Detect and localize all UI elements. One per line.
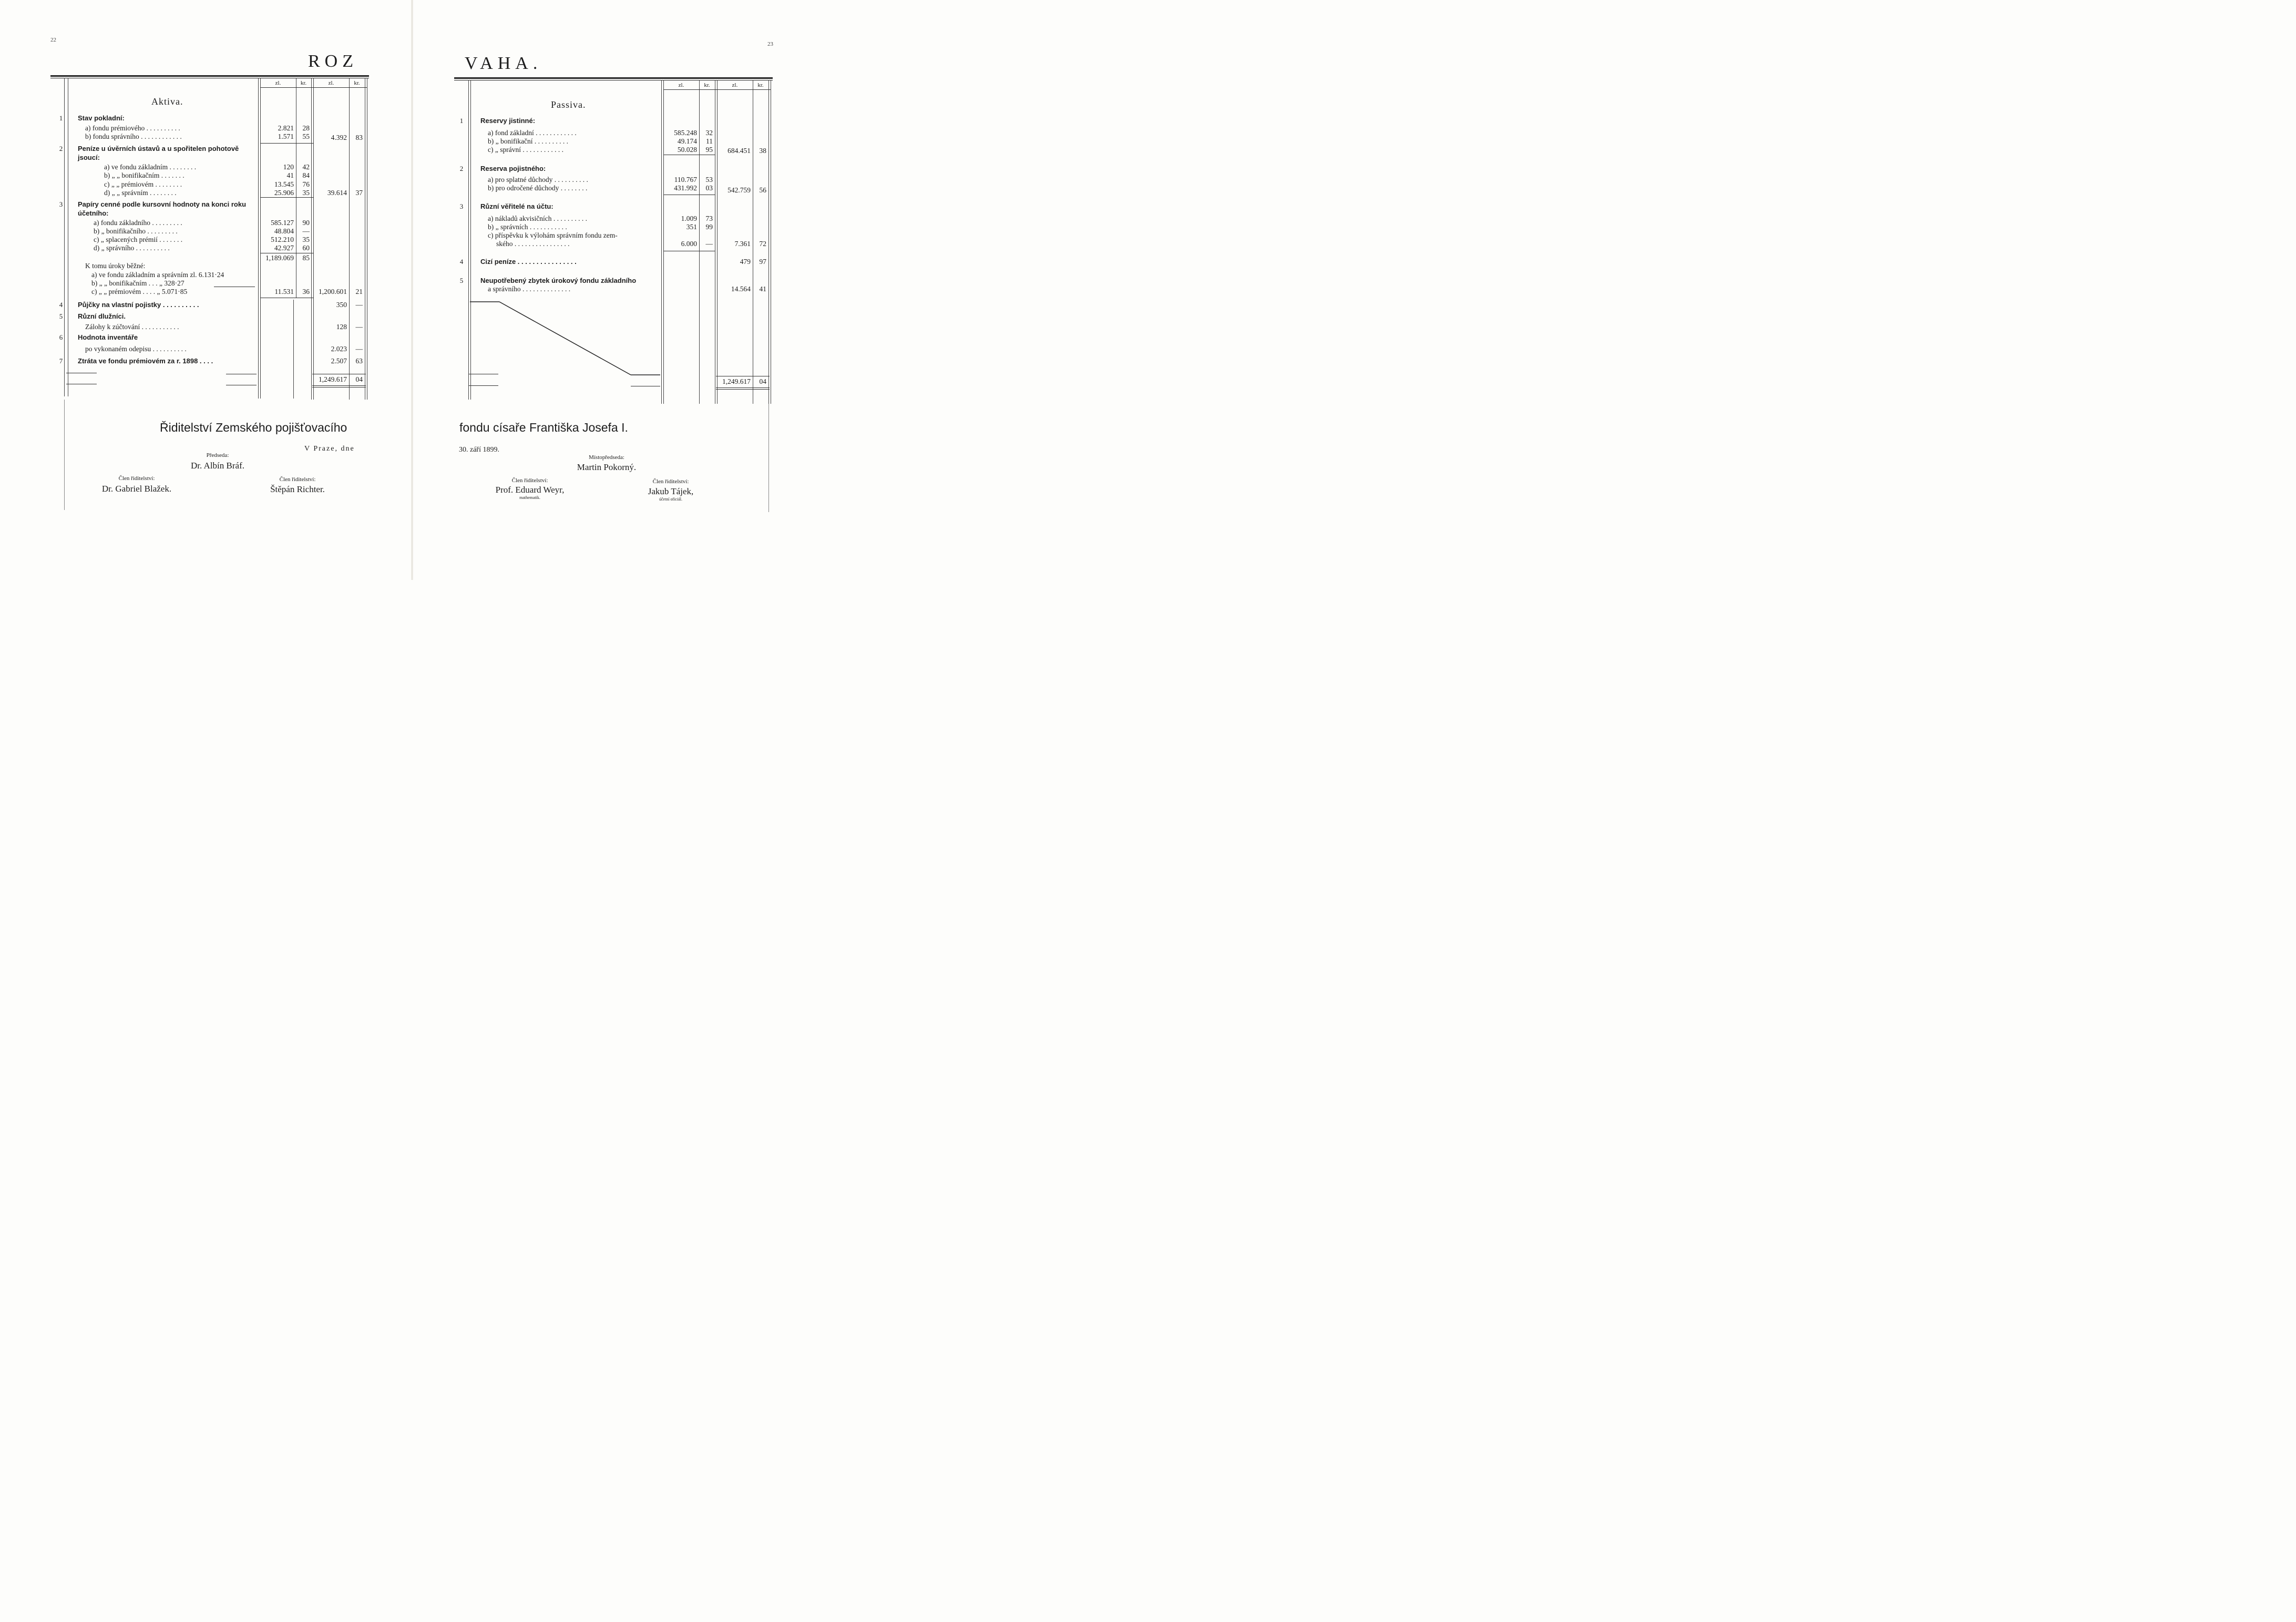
amount-kr-inner: 32 (705, 129, 713, 137)
row-label: b) pro odročené důchody . . . . . . . . (488, 184, 588, 192)
amount-kr-outer: 41 (759, 285, 766, 293)
row-label: b) „ „ bonifikačním . . . . . . . (104, 171, 184, 179)
amount-zl-outer: 1,200.601 (319, 288, 347, 295)
amount-kr-outer: 97 (759, 258, 766, 266)
amount-zl-outer: 684.451 (727, 147, 751, 155)
col-header-zl: zl. (275, 80, 281, 86)
amount-kr-inner: 73 (705, 215, 713, 222)
cancel-line (469, 300, 663, 389)
row-label: a správního . . . . . . . . . . . . . . (488, 285, 571, 293)
amount-zl-inner: 431.992 (674, 184, 697, 192)
row-heading: Cizí peníze . . . . . . . . . . . . . . . . (480, 258, 577, 266)
member1-note-right: mathematik. (519, 495, 540, 500)
total-kr-right: 04 (759, 378, 766, 385)
amount-kr-inner: 84 (302, 171, 310, 179)
row-index: 6 (59, 333, 63, 341)
row-label: c) „ splacených prémií . . . . . . . (94, 236, 183, 243)
member2-name-left: Štěpán Richter. (270, 484, 325, 494)
amount-kr-inner: 95 (705, 146, 713, 154)
total-rule (312, 385, 366, 386)
row-index: 5 (59, 312, 63, 320)
row-index: 1 (59, 114, 63, 122)
row-label: a) ve fondu základním . . . . . . . . (104, 163, 197, 171)
amount-zl-outer: 4.392 (331, 134, 347, 141)
row-index: 4 (59, 301, 63, 309)
row-label: d) „ „ správním . . . . . . . . (104, 189, 177, 197)
row-index: 1 (459, 117, 464, 125)
amount-zl-inner: 11.531 (274, 288, 294, 295)
header-rule (260, 87, 367, 88)
vline (293, 300, 294, 399)
footer-title-right: fondu císaře Františka Josefa I. (459, 421, 628, 434)
row-index: 7 (59, 357, 63, 365)
total-zl-right: 1,249.617 (722, 378, 751, 385)
amount-kr-inner: 90 (302, 219, 310, 227)
amount-kr-outer: 37 (355, 189, 363, 197)
amount-kr-inner: 55 (302, 132, 310, 140)
row-heading: Reservy jistinné: (480, 117, 536, 125)
amount-zl-inner: 1.571 (278, 132, 294, 140)
vice-name: Martin Pokorný. (577, 462, 637, 472)
amount-kr-inner: 42 (302, 163, 310, 171)
member2-role-right: Člen řiditelství: (652, 478, 689, 485)
member2-name-right: Jakub Tájek, (648, 486, 694, 496)
chair-name: Dr. Albín Bráf. (191, 461, 244, 471)
row-index: 3 (459, 202, 464, 210)
header-rule (663, 89, 771, 90)
amount-zl-inner: 110.767 (674, 176, 697, 183)
row-heading: Různí dlužníci. (78, 312, 126, 320)
amount-zl-outer: 14.564 (731, 285, 751, 293)
row-heading: Neupotřebený zbytek úrokový fondu základního (480, 277, 637, 284)
row-label: K tomu úroky běžné: (85, 262, 146, 270)
amount-zl-inner: 41 (286, 171, 294, 179)
amount-kr-inner: 11 (706, 137, 713, 145)
subtotal-rule (260, 143, 313, 144)
page-number-left: 22 (50, 37, 56, 43)
row-heading: Stav pokladní: (78, 114, 125, 122)
total-rule (716, 389, 770, 390)
vline (768, 80, 769, 404)
amount-kr-outer: 72 (759, 240, 766, 248)
row-label: b) fondu správního . . . . . . . . . . . . (85, 132, 182, 140)
amount-kr-inner: 35 (302, 236, 310, 243)
amount-zl-outer: 479 (740, 258, 751, 266)
amount-kr-inner: 03 (705, 184, 713, 192)
top-rule-right (454, 77, 773, 79)
row-label: b) „ bonifikačního . . . . . . . . . (94, 227, 178, 235)
amount-zl-inner: 13.545 (274, 180, 294, 188)
amount-zl-inner: 50.028 (677, 146, 697, 154)
footer-title-left: Řiditelství Zemského pojišťovacího (160, 421, 347, 434)
col-header-kr: kr. (757, 82, 764, 88)
amount-kr-outer: — (355, 345, 363, 353)
amount-kr-inner: 60 (302, 244, 310, 252)
row-heading: Různí věřitelé na účtu: (480, 202, 554, 210)
row-index: 2 (59, 145, 63, 152)
amount-zl-inner: 120 (283, 163, 294, 171)
top-rule-left (50, 75, 369, 77)
vline (258, 78, 259, 399)
member2-note-right: účetní oficiál. (659, 497, 682, 502)
amount-zl-inner: 585.127 (271, 219, 294, 227)
member1-name-left: Dr. Gabriel Blažek. (101, 484, 172, 494)
row-index: 3 (59, 200, 63, 208)
row-heading: jsoucí: (78, 154, 100, 161)
book-spine (411, 0, 413, 580)
place-date: V Praze, dne (304, 445, 355, 453)
row-label: a) fond základní . . . . . . . . . . . . (488, 129, 577, 137)
vice-role: Místopředseda: (589, 454, 624, 461)
margin-line (64, 400, 65, 510)
row-index: 5 (459, 277, 464, 284)
closing-rule (469, 385, 498, 386)
amount-zl-outer: 39.614 (327, 189, 347, 197)
total-zl-left: 1,249.617 (319, 375, 347, 383)
col-header-kr: kr. (704, 82, 710, 88)
row-label: ského . . . . . . . . . . . . . . . . (496, 240, 570, 248)
col-header-zl: zl. (678, 82, 684, 88)
row-heading: Peníze u úvěrních ústavů a u spořitelen pohotově (78, 145, 239, 152)
row-label: d) „ správního . . . . . . . . . . (94, 244, 170, 252)
total-rule (716, 387, 770, 388)
col-header-kr: kr. (300, 80, 307, 86)
title-right: VAHA. (465, 54, 542, 73)
amount-zl-outer: 2.023 (331, 345, 347, 353)
amount-zl-inner: 49.174 (677, 137, 697, 145)
row-label: a) fondu základního . . . . . . . . . (94, 219, 182, 227)
amount-zl-inner: 512.210 (271, 236, 294, 243)
row-label: po vykonaném odepisu . . . . . . . . . . (85, 345, 187, 353)
row-heading: Hodnota inventáře (78, 333, 138, 341)
row-label: a) ve fondu základním a správním zl. 6.131·24 (91, 271, 224, 279)
col-header-kr: kr. (354, 80, 360, 86)
row-label: a) nákladů akvisičních . . . . . . . . . . (488, 215, 587, 222)
amount-zl-outer: 128 (336, 323, 347, 331)
amount-zl-outer: 350 (336, 301, 347, 309)
row-index: 4 (459, 258, 464, 266)
amount-kr-inner: 76 (302, 180, 310, 188)
amount-kr-inner: 85 (302, 254, 310, 262)
amount-zl-inner: 6.000 (681, 240, 697, 248)
amount-kr-inner: 36 (302, 288, 310, 295)
amount-kr-inner: 53 (705, 176, 713, 183)
amount-zl-inner: 585.248 (674, 129, 697, 137)
section-aktiva: Aktiva. (151, 96, 183, 107)
date: 30. září 1899. (459, 446, 499, 454)
amount-zl-outer: 2.507 (331, 357, 347, 365)
amount-zl-inner: 25.906 (274, 189, 294, 197)
title-left: ROZ (308, 52, 358, 71)
col-header-zl: zl. (732, 82, 738, 88)
page-number-right: 23 (767, 41, 773, 47)
row-label: c) příspěvku k výlohám správním fondu zem- (488, 231, 618, 239)
amount-zl-inner: 48.804 (274, 227, 294, 235)
row-label: Zálohy k zúčtování . . . . . . . . . . . (85, 323, 179, 331)
member1-name-right: Prof. Eduard Weyr, (495, 485, 565, 495)
row-heading: Papíry cenné podle kursovní hodnoty na konci roku (78, 200, 247, 208)
row-label: a) fondu prémiového . . . . . . . . . . (85, 124, 180, 132)
margin-line (768, 404, 769, 512)
row-heading: účetního: (78, 209, 109, 217)
row-heading: Reserva pojistného: (480, 165, 546, 172)
row-index: 2 (459, 165, 464, 172)
row-label: a) pro splatné důchody . . . . . . . . . . (488, 176, 588, 183)
row-label: b) „ správních . . . . . . . . . . . (488, 223, 567, 231)
member1-role-right: Člen řiditelství: (511, 477, 548, 484)
amount-kr-outer: 38 (759, 147, 766, 155)
amount-kr-inner: — (302, 227, 310, 235)
amount-kr-inner: 99 (705, 223, 713, 231)
row-heading: Ztráta ve fondu prémiovém za r. 1898 . . . . (78, 357, 213, 365)
amount-zl-outer: 542.759 (727, 186, 751, 194)
total-kr-left: 04 (355, 375, 363, 383)
amount-kr-outer: — (355, 323, 363, 331)
amount-kr-outer: 21 (355, 288, 363, 295)
amount-zl-inner: 1,189.069 (265, 254, 294, 262)
row-label: b) „ bonifikační . . . . . . . . . . (488, 137, 568, 145)
amount-kr-inner: 35 (302, 189, 310, 197)
member1-role-left: Člen řiditelství: (118, 475, 155, 482)
amount-zl-inner: 42.927 (274, 244, 294, 252)
amount-kr-outer: — (355, 301, 363, 309)
member2-role-left: Člen řiditelství: (279, 476, 316, 483)
amount-kr-outer: 63 (355, 357, 363, 365)
amount-zl-outer: 7.361 (734, 240, 751, 248)
row-label: c) „ správní . . . . . . . . . . . . (488, 146, 563, 154)
chair-role: Předseda: (206, 452, 229, 458)
vline (64, 78, 65, 396)
col-header-zl: zl. (328, 80, 334, 86)
amount-kr-inner: 28 (302, 124, 310, 132)
row-heading: Půjčky na vlastní pojistky . . . . . . . . . . (78, 301, 199, 309)
amount-zl-inner: 1.009 (681, 215, 697, 222)
subtotal-rule (260, 197, 313, 198)
row-label: c) „ „ prémiovém . . . . . . . . (104, 180, 182, 188)
amount-zl-inner: 351 (686, 223, 697, 231)
row-label: b) „ „ bonifikačním . . . „ 328·27 (91, 279, 184, 287)
amount-kr-outer: 56 (759, 186, 766, 194)
section-passiva: Passiva. (551, 99, 586, 110)
amount-kr-outer: 83 (355, 134, 363, 141)
amount-zl-inner: 2.821 (278, 124, 294, 132)
row-label: c) „ „ prémiovém . . . . „ 5.071·85 (91, 288, 188, 295)
amount-kr-inner: — (705, 240, 713, 248)
vline (311, 78, 312, 400)
